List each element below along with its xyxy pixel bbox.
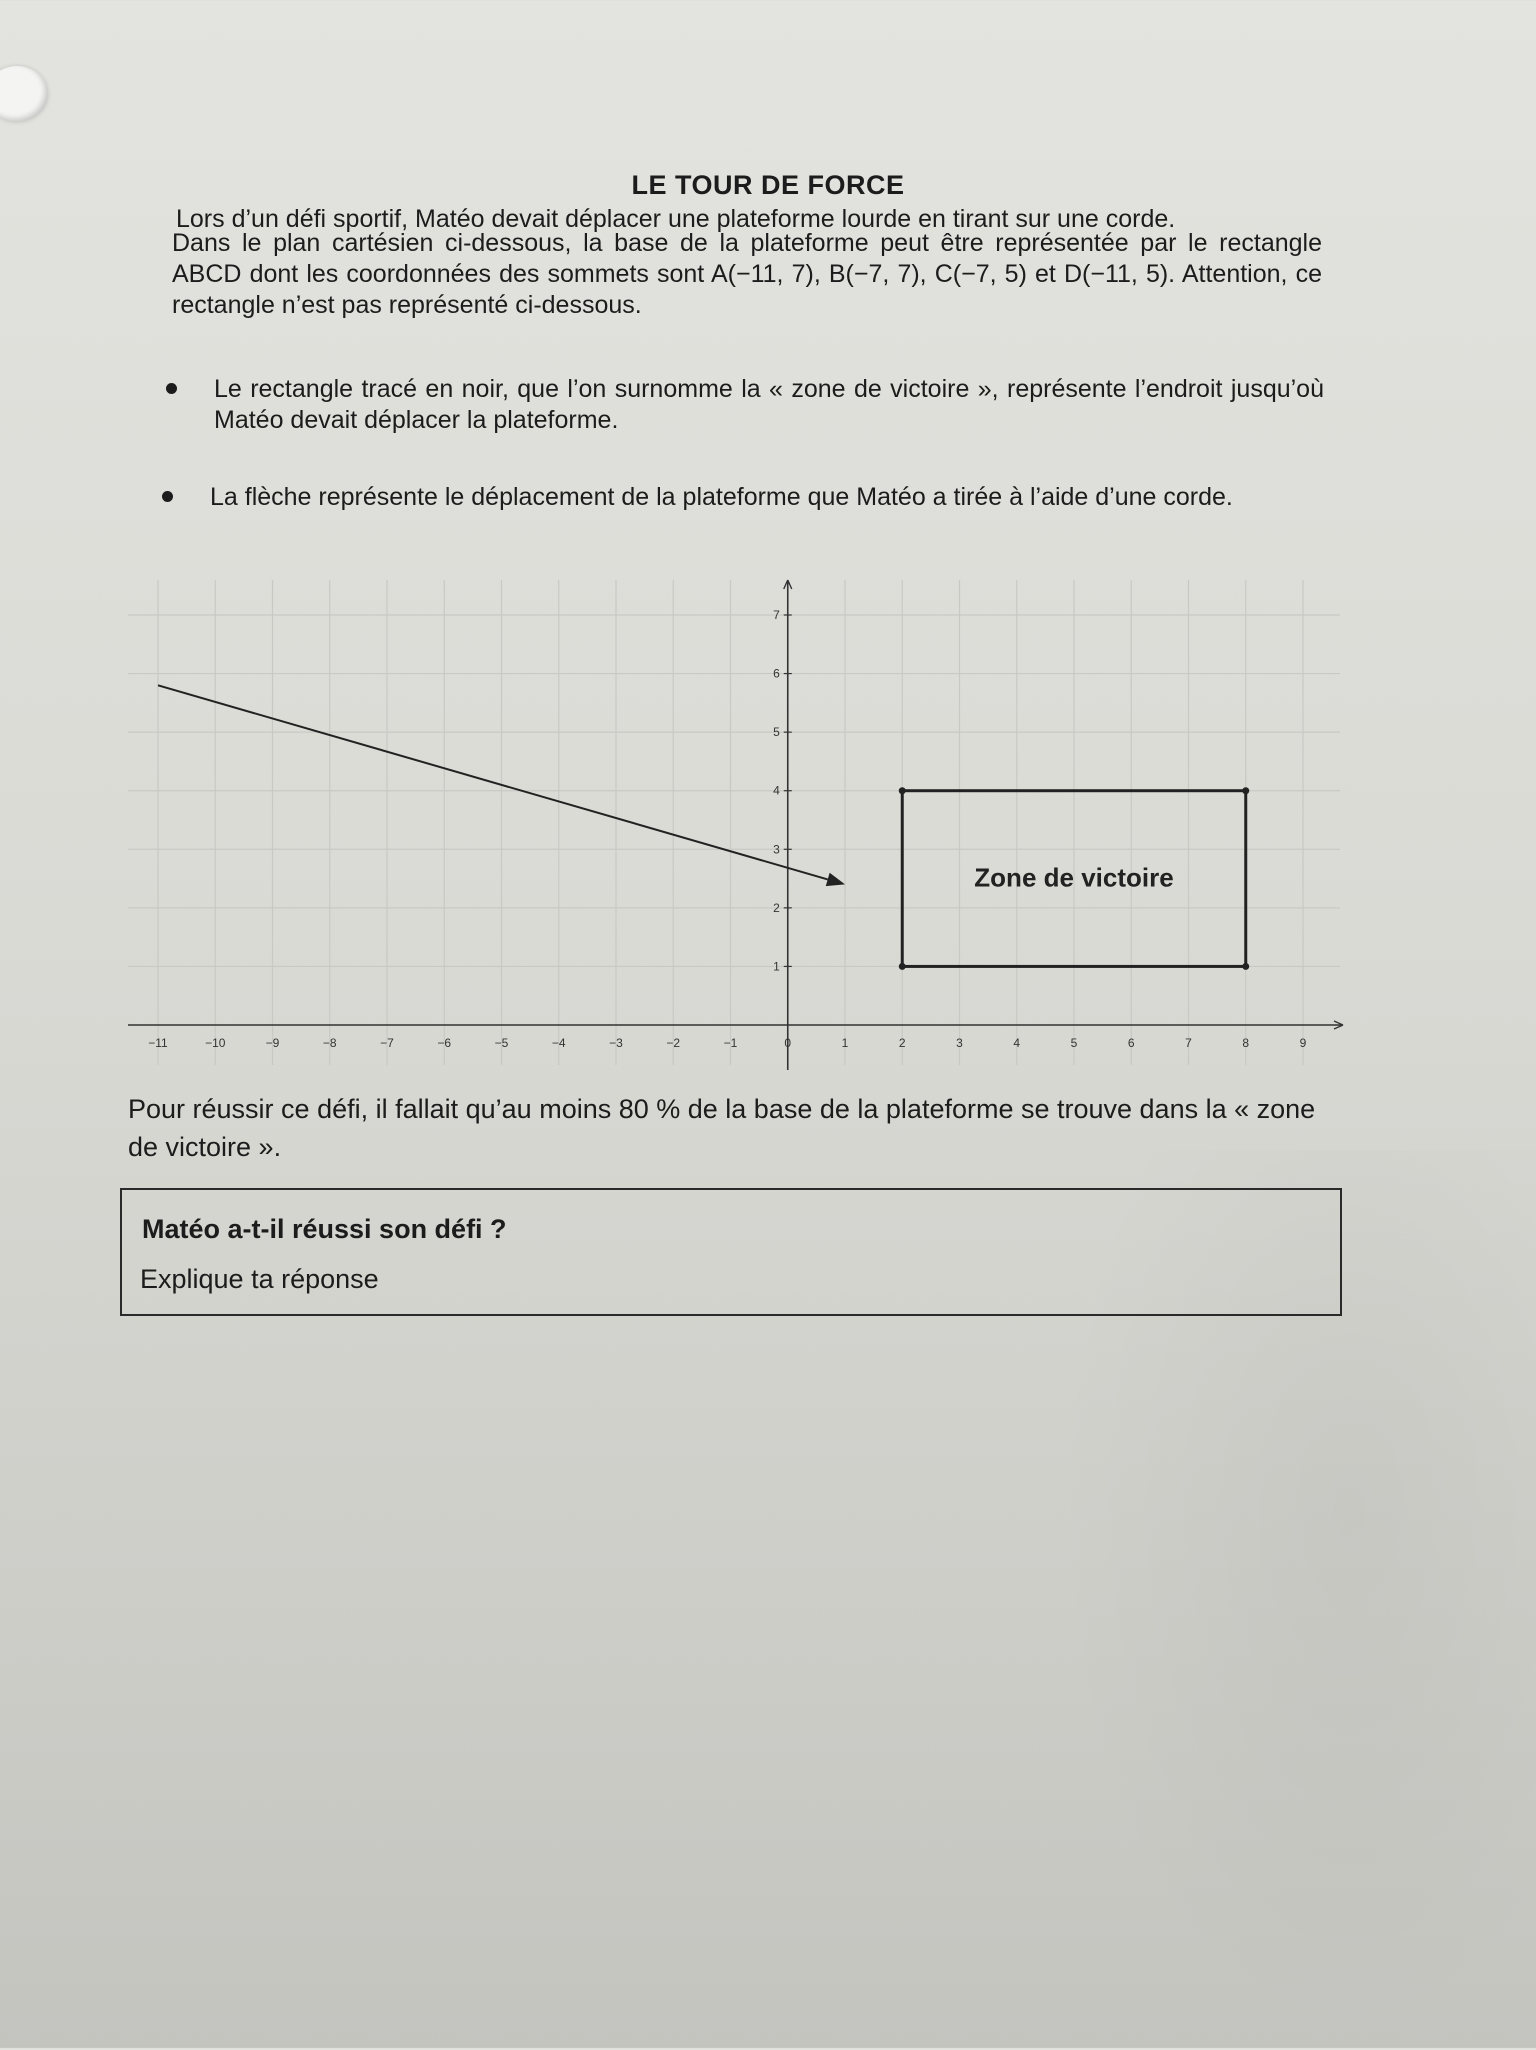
y-tick-label: 3 — [773, 842, 780, 857]
x-tick-label: 6 — [1127, 1036, 1135, 1050]
zone-corner-point — [1242, 787, 1249, 794]
zone-corner-point — [1242, 963, 1249, 970]
tick-labels — [148, 608, 1306, 1050]
x-tick-label: 0 — [784, 1036, 792, 1050]
x-tick-label: −10 — [205, 1036, 226, 1050]
page-title: LE TOUR DE FORCE — [631, 170, 905, 200]
x-tick-label: 8 — [1242, 1036, 1250, 1050]
x-tick-label: −1 — [723, 1036, 738, 1050]
x-tick-label: −4 — [551, 1036, 566, 1050]
x-tick-label: 7 — [1185, 1036, 1192, 1050]
question-box — [120, 1188, 1342, 1316]
arrow-head — [826, 873, 845, 886]
x-tick-label: −8 — [322, 1036, 337, 1050]
y-tick-label: 2 — [773, 900, 780, 915]
x-tick-label: 9 — [1299, 1036, 1307, 1050]
x-tick-label: −3 — [609, 1036, 623, 1050]
axes — [128, 580, 1343, 1070]
x-tick-label: −2 — [666, 1036, 681, 1050]
x-tick-label: −9 — [265, 1036, 280, 1050]
x-tick-label: −7 — [380, 1036, 394, 1050]
x-tick-label: −6 — [437, 1036, 452, 1050]
arrow-shaft — [158, 685, 828, 879]
x-tick-label: 3 — [956, 1036, 963, 1050]
x-tick-label: 5 — [1070, 1036, 1078, 1050]
x-tick-label: −11 — [148, 1036, 168, 1050]
zone-corner-point — [899, 787, 906, 794]
x-tick-label: 1 — [841, 1036, 849, 1050]
y-tick-label: 1 — [773, 959, 780, 974]
zone-corner-point — [899, 963, 906, 970]
description-paragraph: Dans le plan cartésien ci-dessous, la base de la plateforme peut être représentée par le rectangle ABCD dont les coordonnées des sommets sont A(−11, 7), B(−7, 7), C(−7, 5) et D(−11, 5). Attention, ce rectangle n’est pas représenté ci-dessous. — [172, 229, 1322, 319]
cartesian-plane — [128, 570, 1350, 1076]
y-tick-label: 6 — [773, 666, 780, 681]
y-tick-label: 7 — [773, 608, 780, 622]
victory-zone-label: Zone de victoire — [974, 862, 1174, 893]
x-tick-label: −5 — [494, 1036, 509, 1050]
x-tick-label: 4 — [1013, 1036, 1021, 1050]
binder-hole — [0, 66, 48, 122]
y-tick-label: 4 — [773, 783, 780, 798]
instruction-text: Explique ta réponse — [140, 1264, 379, 1294]
x-tick-label: 2 — [898, 1036, 906, 1050]
bullet-arrow: La flèche représente le déplacement de la plateforme que Matéo a tirée à l’aide d’une corde. — [210, 483, 1233, 511]
grid — [128, 570, 1340, 1065]
y-tick-label: 5 — [773, 725, 780, 740]
bullet-zone: Le rectangle tracé en noir, que l’on surnomme la « zone de victoire », représente l’endroit jusqu’où Matéo devait déplacer la plateforme. — [214, 375, 1324, 434]
bullet-icon — [162, 491, 173, 502]
question-text: Matéo a-t-il réussi son défi ? — [142, 1214, 507, 1244]
intro-paragraph: Lors d’un défi sportif, Matéo devait déplacer une plateforme lourde en tirant sur une corde. — [176, 205, 1176, 233]
bullet-icon — [166, 383, 177, 394]
condition-paragraph: Pour réussir ce défi, il fallait qu’au moins 80 % de la base de la plateforme se trouve dans la « zone de victoire ». — [128, 1094, 1316, 1162]
